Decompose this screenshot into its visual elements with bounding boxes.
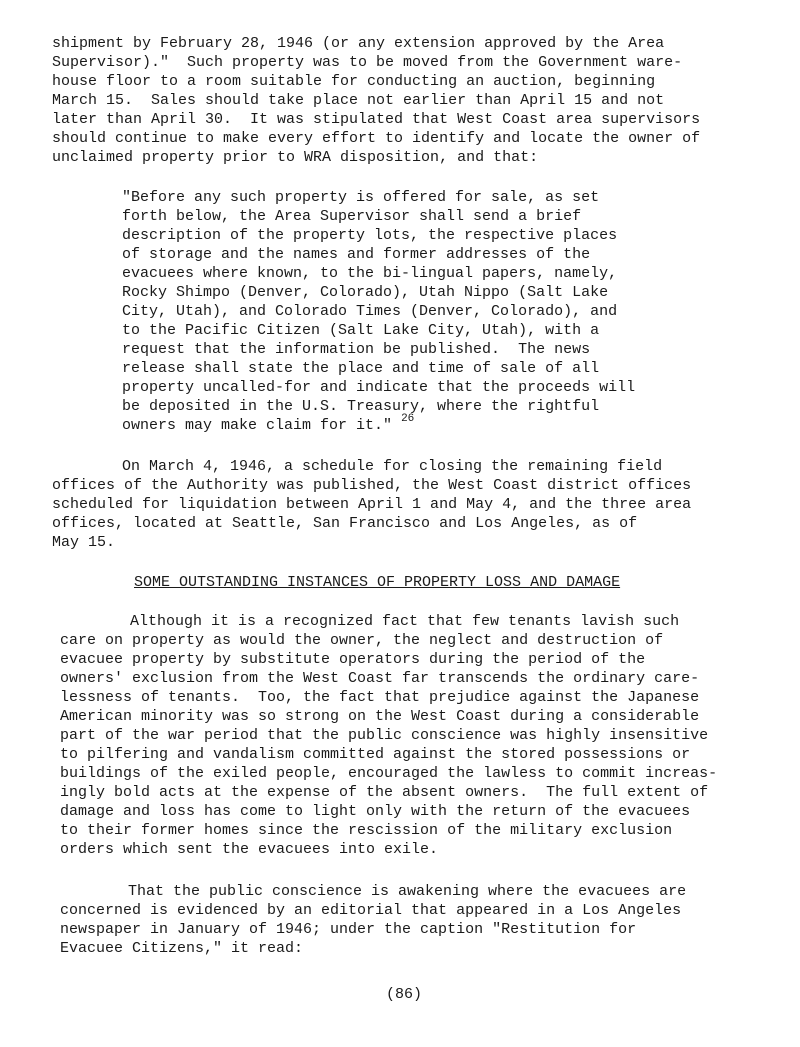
text-line: part of the war period that the public conscience was highly insensitive <box>60 727 709 744</box>
text-line: Supervisor)." Such property was to be moved from the Government ware- <box>52 54 683 71</box>
text-line: should continue to make every effort to identify and locate the owner of <box>52 130 701 147</box>
footnote-reference: 26 <box>401 413 415 425</box>
quote-line: property uncalled-for and indicate that the proceeds will <box>122 379 636 396</box>
text-line: offices, located at Seattle, San Francisco and Los Angeles, as of <box>52 515 638 532</box>
text-line: American minority was so strong on the West Coast during a considerable <box>60 708 700 725</box>
text-line: orders which sent the evacuees into exile. <box>60 841 439 858</box>
quote-line: forth below, the Area Supervisor shall send a brief <box>122 208 582 225</box>
quote-line: release shall state the place and time of sale of all <box>122 360 600 377</box>
quote-line: City, Utah), and Colorado Times (Denver, Colorado), and <box>122 303 618 320</box>
quote-text: owners may make claim for it." <box>122 417 393 434</box>
quote-line-last <box>122 413 415 437</box>
text-line: to their former homes since the rescission of the military exclusion <box>60 822 673 839</box>
text-line: shipment by February 28, 1946 (or any extension approved by the Area <box>52 35 665 52</box>
text-line: scheduled for liquidation between April 1 and May 4, and the three area <box>52 496 692 513</box>
text-line: house floor to a room suitable for conducting an auction, beginning <box>52 73 656 90</box>
quote-line: Rocky Shimpo (Denver, Colorado), Utah Nippo (Salt Lake <box>122 284 609 301</box>
section-heading: SOME OUTSTANDING INSTANCES OF PROPERTY LOSS AND DAMAGE <box>134 574 621 591</box>
quote-line: of storage and the names and former addresses of the <box>122 246 591 263</box>
text-line: care on property as would the owner, the neglect and destruction of <box>60 632 664 649</box>
text-line: Although it is a recognized fact that few tenants lavish such <box>130 613 680 630</box>
text-line: buildings of the exiled people, encouraged the lawless to commit increas- <box>60 765 718 782</box>
quote-line: be deposited in the U.S. Treasury, where the rightful <box>122 398 600 415</box>
text-line: evacuee property by substitute operators during the period of the <box>60 651 646 668</box>
text-line: concerned is evidenced by an editorial that appeared in a Los Angeles <box>60 902 682 919</box>
quote-line: request that the information be published. The news <box>122 341 591 358</box>
text-line: to pilfering and vandalism committed against the stored possessions or <box>60 746 691 763</box>
quote-line: to the Pacific Citizen (Salt Lake City, Utah), with a <box>122 322 600 339</box>
text-line: May 15. <box>52 534 116 551</box>
text-line: lessness of tenants. Too, the fact that prejudice against the Japanese <box>60 689 700 706</box>
text-line: unclaimed property prior to WRA disposition, and that: <box>52 149 539 166</box>
text-line: That the public conscience is awakening where the evacuees are <box>128 883 687 900</box>
text-line: ingly bold acts at the expense of the absent owners. The full extent of <box>60 784 709 801</box>
text-line: Evacuee Citizens," it read: <box>60 940 304 957</box>
quote-line: evacuees where known, to the bi-lingual papers, namely, <box>122 265 618 282</box>
quote-line: "Before any such property is offered for sale, as set <box>122 189 600 206</box>
page-number: (86) <box>386 986 423 1003</box>
quote-line: description of the property lots, the respective places <box>122 227 618 244</box>
text-line: newspaper in January of 1946; under the caption "Restitution for <box>60 921 637 938</box>
text-line: later than April 30. It was stipulated that West Coast area supervisors <box>52 111 701 128</box>
text-line: offices of the Authority was published, the West Coast district offices <box>52 477 692 494</box>
text-line: On March 4, 1946, a schedule for closing the remaining field <box>122 458 663 475</box>
text-line: damage and loss has come to light only with the return of the evacuees <box>60 803 691 820</box>
text-line: owners' exclusion from the West Coast far transcends the ordinary care- <box>60 670 700 687</box>
text-line: March 15. Sales should take place not earlier than April 15 and not <box>52 92 665 109</box>
